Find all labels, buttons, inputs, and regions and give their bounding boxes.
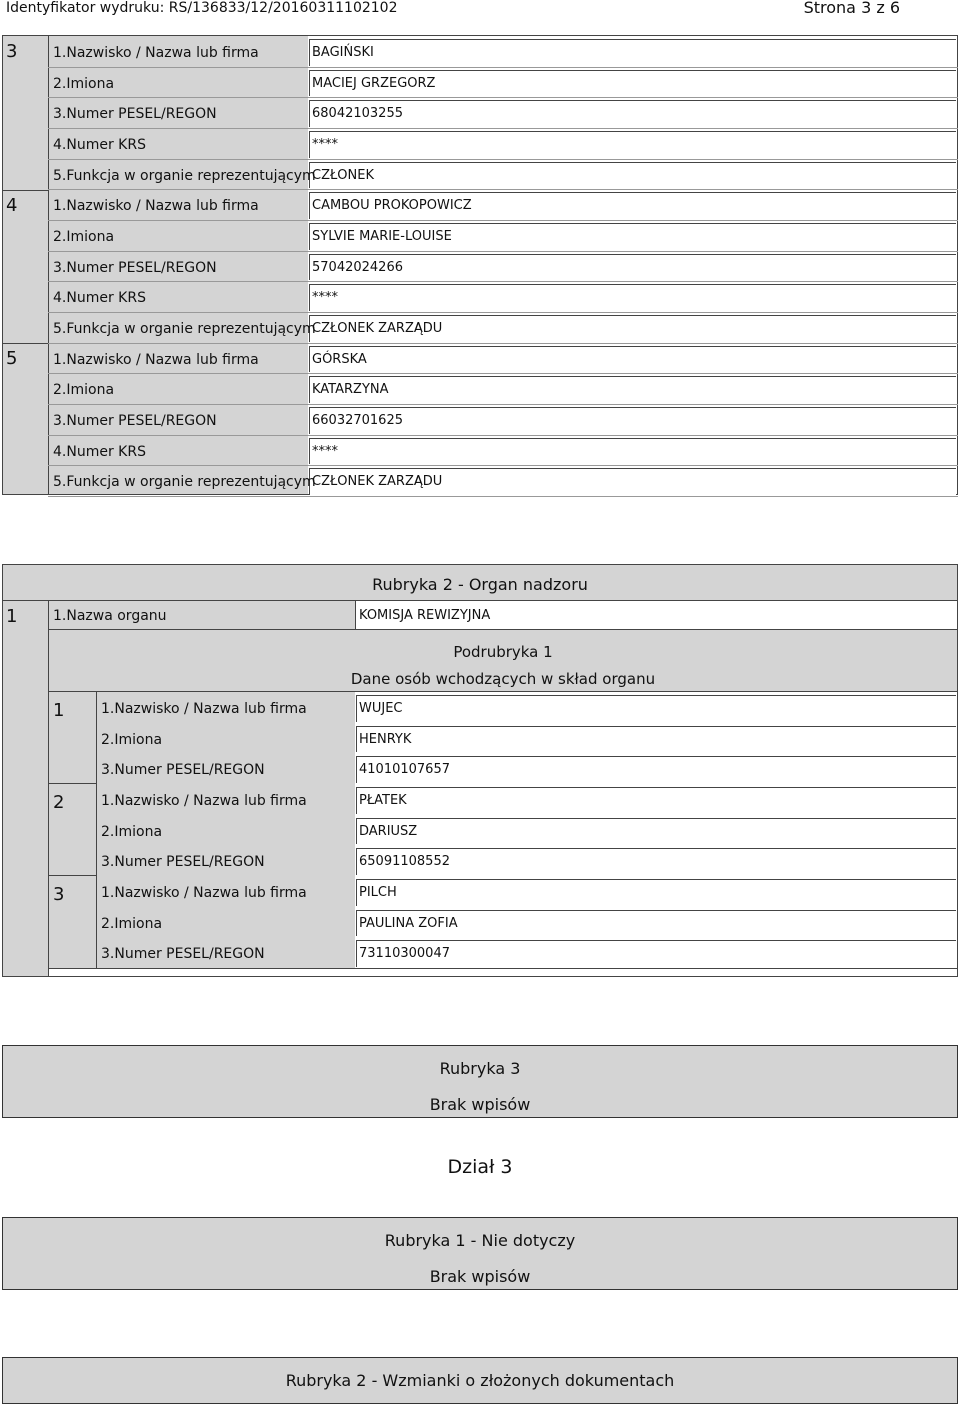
field-value: CAMBOU PROKOPOWICZ [312,198,472,214]
field-label: 4.Numer KRS [53,443,146,460]
member-number: 2 [53,792,65,813]
field-label: 4.Numer KRS [53,290,146,307]
field-label: 2.Imiona [101,731,163,748]
field-label: 3.Numer PESEL/REGON [101,854,265,871]
field-label: 5.Funkcja w organie reprezentującym [53,474,316,491]
row-divider [48,189,958,190]
field-value: **** [312,137,338,152]
value-cell [309,438,956,465]
rubryka1-box [2,1217,958,1290]
value-cell [309,162,956,189]
row-divider [48,97,958,98]
field-label: 2.Imiona [53,229,115,246]
field-value: 65091108552 [359,854,450,870]
value-cell [356,726,956,753]
field-label: 4.Numer KRS [53,137,146,153]
field-value: BAGIŃSKI [312,45,374,60]
value-cell [309,100,956,127]
rubryka-title: Rubryka 2 - Organ nadzoru [372,575,588,594]
field-value: KATARZYNA [312,382,389,398]
person-number: 4 [6,195,18,216]
rubryka3-title: Rubryka 3 [439,1059,521,1078]
field-value: HENRYK [359,731,412,747]
row-divider [48,128,958,129]
field-label: 1.Nazwisko / Nazwa lub firma [101,885,307,902]
person-number: 3 [6,41,18,62]
field-label: 1.Nazwisko / Nazwa lub firma [53,351,259,368]
row-divider [48,496,958,497]
row-divider [48,220,958,221]
field-label: 3.Numer PESEL/REGON [53,106,217,123]
field-label: 3.Numer PESEL/REGON [53,259,217,276]
rubryka2b-title: Rubryka 2 - Wzmianki o złożonych dokumentach [285,1371,675,1390]
field-label: 1.Nazwisko / Nazwa lub firma [101,701,307,717]
organ-number: 1 [6,606,18,627]
row-divider [48,159,958,160]
field-label: 3.Numer PESEL/REGON [101,762,265,779]
row-divider [48,404,958,405]
rubryka3-body: Brak wpisów [429,1095,531,1114]
field-value: 66032701625 [312,413,403,429]
field-label: 1.Nazwisko / Nazwa lub firma [101,793,307,809]
rubryka3-box [2,1045,958,1118]
field-value: WUJEC [359,701,403,716]
field-value: 68042103255 [312,106,403,122]
field-value: CZŁONEK ZARZĄDU [312,321,443,337]
field-label: 1.Nazwisko / Nazwa lub firma [53,198,259,215]
field-value: PAULINA ZOFIA [359,915,458,931]
member-number: 1 [53,700,65,721]
organ-value: KOMISJA REWIZYJNA [359,608,491,623]
field-label: 2.Imiona [101,823,163,840]
value-cell [356,818,956,845]
value-cell [309,346,956,373]
field-value: 73110300047 [359,946,450,962]
subsection-subtitle: Dane osób wchodzących w skład organu [350,670,656,688]
subsection-title: Podrubryka 1 [453,643,553,661]
field-value: MACIEJ GRZEGORZ [312,75,436,91]
row-divider [48,67,958,68]
field-value: **** [312,443,338,459]
field-label: 1.Nazwisko / Nazwa lub firma [53,45,259,61]
row-divider [48,465,958,466]
field-value: 57042024266 [312,259,403,275]
rubryka1-body: Brak wpisów [429,1267,531,1286]
row-divider [48,373,958,374]
value-cell [356,879,956,906]
field-label: 2.Imiona [101,915,163,932]
organ-label: 1.Nazwa organu [53,608,167,624]
print-identifier: Identyfikator wydruku: RS/136833/12/20160311102102 [6,0,398,16]
value-cell [356,695,956,722]
row-divider [48,343,958,344]
field-label: 2.Imiona [53,382,115,399]
field-value: GÓRSKA [312,351,367,367]
field-value: CZŁONEK [312,167,374,183]
row-divider [48,251,958,252]
value-cell [309,376,956,403]
value-cell [309,407,956,434]
field-value: PILCH [359,885,397,901]
row-divider [48,312,958,313]
value-cell [356,787,956,814]
field-value: 41010107657 [359,762,450,778]
field-label: 2.Imiona [53,75,115,92]
value-cell [309,254,956,281]
row-divider [48,281,958,282]
member-number: 3 [53,884,65,905]
field-value: SYLVIE MARIE-LOUISE [312,229,452,245]
rubryka2b-box [2,1357,958,1404]
field-label: 5.Funkcja w organie reprezentującym [53,321,316,338]
value-cell [309,39,956,66]
row-divider [48,435,958,436]
section-heading: Dział 3 [447,1156,513,1178]
page-number: Strona 3 z 6 [803,0,900,17]
rubryka1-title: Rubryka 1 - Nie dotyczy [384,1231,576,1250]
field-value: PŁATEK [359,793,407,808]
field-label: 3.Numer PESEL/REGON [101,946,265,963]
value-cell [309,131,956,158]
field-value: CZŁONEK ZARZĄDU [312,474,443,490]
field-label: 5.Funkcja w organie reprezentującym [53,167,316,184]
field-label: 3.Numer PESEL/REGON [53,413,217,430]
value-cell [309,284,956,311]
field-value: DARIUSZ [359,823,418,839]
field-value: **** [312,290,338,306]
person-number: 5 [6,348,18,369]
